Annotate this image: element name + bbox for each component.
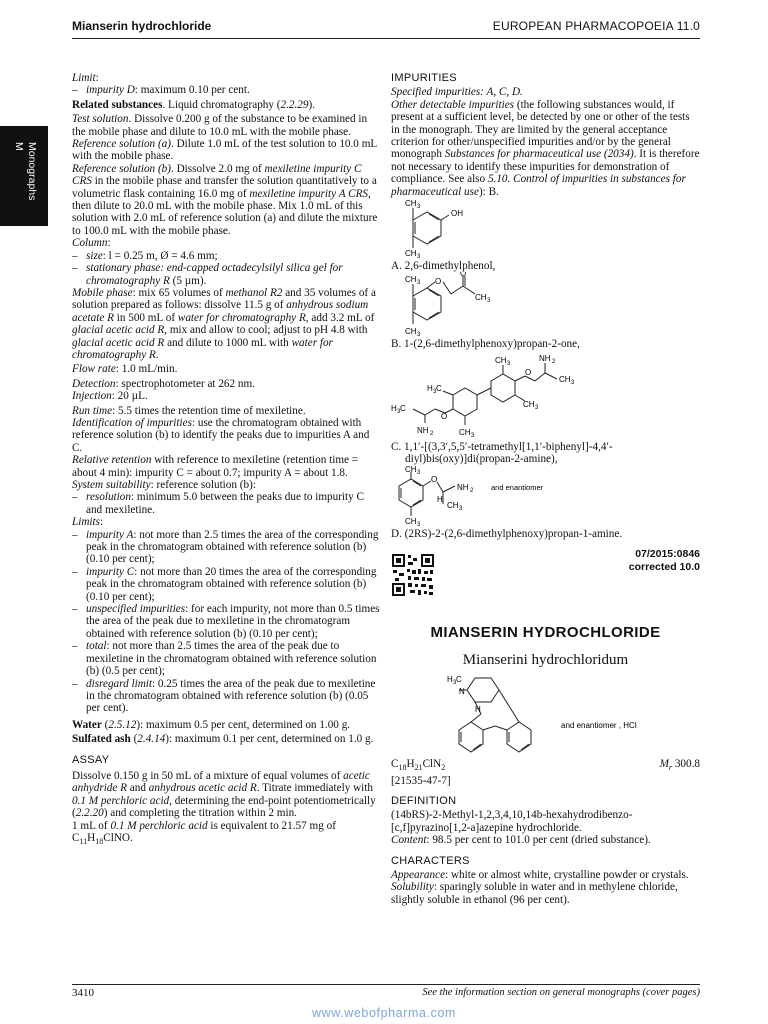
monograph-latin-title: Mianserini hydrochloridum bbox=[462, 651, 629, 668]
svg-text:3: 3 bbox=[459, 505, 463, 512]
svg-text:3: 3 bbox=[417, 204, 421, 211]
watermark-link[interactable]: www.webofpharma.com bbox=[311, 1006, 457, 1020]
svg-text:O: O bbox=[441, 411, 448, 421]
solubility-text: Solubility: sparingly soluble in water and in methylene chloride, slightly soluble in ethanol (96 per cent). bbox=[391, 881, 678, 906]
limit-unspecified: – unspecified impurities: for each impurity, not more than 0.5 times the area of the peak due to mexiletine in the chromatogram obtained with reference solution (b) (0.10 per cent); bbox=[72, 603, 380, 640]
svg-text:CH: CH bbox=[447, 500, 459, 510]
svg-text:H: H bbox=[437, 494, 443, 504]
specified-impurities: Specified impurities: A, C, D. bbox=[391, 86, 523, 99]
svg-text:3: 3 bbox=[487, 298, 491, 305]
characters-heading: CHARACTERS bbox=[391, 854, 470, 867]
limit-impurity-c: – impurity C: not more than 20 times the area of the corresponding peak in the chromatogram obtained with reference solution (b) (0.10 per cent); bbox=[72, 565, 377, 603]
svg-text:3: 3 bbox=[535, 404, 539, 411]
other-detectable-impurities: Other detectable impurities (the following substances would, if present at a sufficient level, be detected by one or other of the tests in the monograph. They are limited by the general acceptance criterion for other/unspecified impurities and/or by the general monograph Substances for pharmaceutical use (2034). It is therefore not necessary to identify these impurities for demonstration of compliance. See also 5.10. Control of impurities in substances for pharmaceutical use): B. bbox=[391, 98, 700, 198]
svg-text:3: 3 bbox=[397, 408, 401, 415]
svg-text:CH: CH bbox=[405, 516, 417, 526]
svg-text:3: 3 bbox=[471, 432, 475, 439]
assay-heading: ASSAY bbox=[72, 753, 110, 766]
molecular-formula: $C_{18}H_{21}ClN_2$ bbox=[391, 757, 446, 773]
svg-text:2: 2 bbox=[470, 487, 474, 494]
svg-text:3: 3 bbox=[417, 254, 421, 261]
svg-text:C: C bbox=[436, 383, 442, 393]
impurity-a-name: A. 2,6-dimethylphenol, bbox=[391, 260, 496, 273]
limit-item: – impurity D: maximum 0.10 per cent. bbox=[72, 84, 250, 97]
side-tab bbox=[0, 126, 48, 226]
svg-text:3: 3 bbox=[571, 379, 575, 386]
svg-text:H: H bbox=[475, 704, 481, 714]
injection: Injection: 20 µL. bbox=[72, 390, 148, 403]
assay-equivalence: 1 mL of 0.1 M perchloric acid is equivalent to 21.57 mg of $C_{11}H_{18}ClNO$. bbox=[72, 819, 336, 847]
svg-text:CH: CH bbox=[405, 465, 417, 474]
mianserin-structure-label: and enantiomer , HCl bbox=[561, 720, 637, 730]
svg-text:CH: CH bbox=[559, 374, 571, 384]
limit-impurity-a: – impurity A: not more than 2.5 times the area of the corresponding peak in the chromatogram obtained with reference solution (b) (0.10 per cent); bbox=[72, 528, 379, 566]
svg-text:CH: CH bbox=[523, 399, 535, 409]
svg-text:CH: CH bbox=[495, 355, 507, 365]
monograph-correction: corrected 10.0 bbox=[628, 560, 700, 573]
definition-text: (14bRS)-2-Methyl-1,2,3,4,10,14b-hexahydrodibenzo-[c,f]pyrazino[1,2-a]azepine hydrochloride. bbox=[391, 809, 633, 834]
impurity-b-name: B. 1-(2,6-dimethylphenoxy)propan-2-one, bbox=[391, 338, 580, 351]
footer-note: See the information section on general monographs (cover pages) bbox=[422, 987, 700, 998]
svg-text:3: 3 bbox=[417, 332, 421, 339]
svg-text:H: H bbox=[391, 403, 397, 413]
column-size: – size: l = 0.25 m, Ø = 4.6 mm; bbox=[72, 249, 218, 262]
svg-text:3: 3 bbox=[433, 388, 437, 395]
svg-text:CH: CH bbox=[475, 293, 487, 303]
reference-solution-a: Reference solution (a). Dilute 1.0 mL of the test solution to 10.0 mL with the mobile phase. bbox=[72, 138, 377, 163]
detection: Detection: spectrophotometer at 262 nm. bbox=[72, 377, 255, 390]
limit-total: – total: not more than 2.5 times the area of the peak due to mexiletine in the chromatogram obtained with reference solution (b) (0.5 per cent); bbox=[72, 640, 377, 678]
monograph-title: MIANSERIN HYDROCHLORIDE bbox=[430, 624, 661, 642]
svg-text:3: 3 bbox=[417, 280, 421, 287]
header-rule bbox=[72, 38, 700, 39]
related-substances: Related substances. Liquid chromatography (2.2.29). bbox=[72, 98, 315, 111]
limit-label: Limit bbox=[72, 72, 96, 84]
svg-text:2: 2 bbox=[430, 430, 434, 437]
appearance-text: Appearance: white or almost white, crystalline powder or crystals. bbox=[391, 868, 689, 881]
svg-text:H: H bbox=[447, 674, 453, 684]
svg-text:O: O bbox=[525, 367, 532, 377]
mobile-phase: Mobile phase: mix 65 volumes of methanol R2 and 35 volumes of a solution prepared as follows: dissolve 11.5 g of anhydrous sodium acetate R in 500 mL of water for chromatography R, add 3.2 mL of glacial acetic acid R, mix and allow to cool; adjust to pH 4.8 with glacial acetic acid R and dilute to 1000 mL with water for chromatography R. bbox=[72, 286, 376, 361]
svg-text:N: N bbox=[459, 686, 465, 696]
footer-rule bbox=[72, 984, 700, 985]
reference-solution-b: Reference solution (b). Dissolve 2.0 mg of mexiletine impurity C CRS in the mobile phase and transfer the solution quantitatively to a volumetric flask containing 16.0 mg of mexiletine impurity A CRS, then dilute to 20.0 mL with the mobile phase. Mix 1.0 mL of this solution with 2.0 mL of reference solution (a) and dilute the mixture to 100.0 mL with the mobile phase. bbox=[72, 162, 378, 237]
left-column: Limit: – impurity D: maximum 0.10 per cent. Related substances. Liquid chromatography (2.2.29). Test solution. Dissolve 0.200 g of the substance to be examined in the mobile phase and dilute to 10.0 mL with the mobile phase. Reference solution (a). Dilute 1.0 mL of the test solution to 10.0 mL with the mobile phase. Reference solution (b). Dissolve 2.0 mg of mexiletine impurity C CRS in the mobile phase and transfer the solution quantitatively to a volumetric flask containing 16.0 mg of mexiletine impurity A CRS, then dilute to 20.0 mL with the mobile phase. Mix 1.0 mL of this solution with 2.0 mL of reference solution (a) and dilute the mixture to 100.0 mL with the mobile phase. Column: – size: l = 0.25 m, Ø = 4.6 mm; – stationary phase: end-capped octadecylsilyl silica gel for chromatography R (5 µm). Mobile phase: mix 65 volumes of methanol R2 and 35 volumes of a solution prepared as follows: dissolve 11.5 g of anhydrous sodium acetate R in 500 mL of water for chromatography R, add 3.2 mL of glacial acetic acid R, mix and allow to cool; adjust to pH 4.8 with glacial acetic acid R and dilute to 1000 mL with water for chromatography R. Flow rate: 1.0 mL/min. Detection: spectrophotometer at 262 nm. Injection: 20 µL. Run time: 5.5 times the retention time of mexiletine. Identification of impurities: use the chromatogram obtained with reference solution (b) to identify the peaks due to impurities A and C. Relative retention with reference to mexiletine (retention time = about 4 min): impurity C = about 0.7; impurity A = about 1.8. System suitability: reference solution (b): – resolution: minimum 5.0 between the peaks due to impurity C and mexiletine. Limits: – impurity A: not more than 2.5 times the area of the corresponding peak in the chromatogram obtained with reference solution (b) (0.10 per cent); – impurity C: not more than 20 times the area of the corresponding peak in the chromatogram obtained with reference solution (b) (0.10 per cent); – unspecified impurities: for each impurity, not more than 0.5 times the area of the peak due to mexiletine in the chromatogram obtained with reference solution (b) (0.10 per cent); – total: not more than 2.5 times the area of the peak due to mexiletine in the chromatogram obtained with reference solution (b) (0.5 per cent); – disregard limit: 0.25 times the area of the peak due to mexiletine in the chromatogram obtained with reference solution (b) (0.05 per cent). Water (2.5.12): maximum 0.5 per cent, determined on 1.00 g. Sulfated ash (2.4.14): maximum 0.1 per cent, determined on 1.0 g. ASSAY Dissolve 0.150 g in 50 mL of a mixture of equal volumes of acetic anhydride R and anhydrous acetic acid R. Titrate immediately with 0.1 M perchloric acid, determining the end-point potentiometrically (2.2.20) and completing the titration within 2 min. 1 mL of 0.1 M perchloric acid is equivalent to 21.57 mg of $C_{11}H_{18}ClNO$. bbox=[72, 72, 382, 849]
svg-text:OH: OH bbox=[451, 209, 463, 219]
svg-text:CH: CH bbox=[405, 199, 417, 209]
impurity-c-name: C. 1,1′-[(3,3′,5,5′-tetramethyl[1,1′-biphenyl]-4,4′-diyl)bis(oxy)]di(propan-2-amine), bbox=[391, 440, 613, 466]
svg-text:NH: NH bbox=[417, 425, 429, 435]
formula-row bbox=[391, 758, 700, 775]
run-time: Run time: 5.5 times the retention time of mexiletine. bbox=[72, 404, 306, 417]
cas-number: [21535-47-7] bbox=[391, 774, 451, 787]
svg-text:3: 3 bbox=[417, 521, 421, 528]
svg-text:2: 2 bbox=[552, 358, 556, 365]
identification-of-impurities: Identification of impurities: use the chromatogram obtained with reference solution (b) to identify the peaks due to impurities A and C. bbox=[72, 416, 370, 454]
content-text: Content: 98.5 per cent to 101.0 per cent (dried substance). bbox=[391, 834, 651, 847]
svg-text:O: O bbox=[431, 474, 438, 484]
sulfated-ash-test: Sulfated ash (2.4.14): maximum 0.1 per cent, determined on 1.0 g. bbox=[72, 733, 374, 746]
resolution-item: – resolution: minimum 5.0 between the peaks due to impurity C and mexiletine. bbox=[72, 491, 365, 516]
impurity-a-structure bbox=[391, 198, 511, 260]
column-label: Column: bbox=[72, 237, 111, 250]
svg-text:O: O bbox=[460, 272, 467, 279]
svg-text:C: C bbox=[400, 403, 406, 413]
relative-molecular-mass: $M_r$ 300.8 bbox=[659, 757, 700, 773]
assay-text: Dissolve 0.150 g in 50 mL of a mixture of equal volumes of acetic anhydride R and anhydrous acetic acid R. Titrate immediately with 0.1 M perchloric acid, determining the end-point potentiometrically (2.2.20) and completing the titration within 2 min. bbox=[72, 769, 376, 820]
svg-text:3: 3 bbox=[417, 469, 421, 476]
svg-text:3: 3 bbox=[507, 360, 511, 367]
svg-text:CH: CH bbox=[405, 249, 417, 259]
page-header bbox=[72, 16, 700, 36]
svg-text:and enantiomer: and enantiomer bbox=[491, 482, 544, 492]
limit-disregard: – disregard limit: 0.25 times the area of the peak due to mexiletine in the chromatogram obtained with reference solution (b) (0.05 per cent). bbox=[72, 677, 376, 715]
limits-label: Limits: bbox=[72, 516, 104, 529]
water-test: Water (2.5.12): maximum 0.5 per cent, determined on 1.00 g. bbox=[72, 718, 351, 731]
svg-text:H: H bbox=[427, 383, 433, 393]
page-number: 3410 bbox=[72, 987, 94, 999]
system-suitability: System suitability: reference solution (b): bbox=[72, 479, 256, 491]
svg-text:NH: NH bbox=[457, 482, 469, 492]
test-solution: Test solution. Dissolve 0.200 g of the substance to be examined in the mobile phase and dilute to 10.0 mL with the mobile phase. bbox=[72, 113, 368, 138]
right-column bbox=[391, 72, 700, 906]
impurities-heading: IMPURITIES bbox=[391, 72, 457, 84]
svg-text:CH: CH bbox=[405, 275, 417, 285]
mianserin-structure bbox=[391, 672, 691, 758]
definition-heading: DEFINITION bbox=[391, 794, 457, 807]
header-monograph-name: Mianserin hydrochloride bbox=[72, 19, 212, 33]
monograph-code: 07/2015:0846 bbox=[635, 548, 700, 561]
svg-text:3: 3 bbox=[453, 679, 457, 686]
side-tab-label: Monographs bbox=[26, 142, 38, 201]
svg-text:C: C bbox=[456, 674, 462, 684]
svg-text:O: O bbox=[435, 277, 442, 287]
impurity-d-structure bbox=[391, 466, 591, 528]
relative-retention: Relative retention with reference to mexiletine (retention time = about 4 min): impurity C = about 0.7; impurity A = about 1.8. bbox=[72, 454, 359, 479]
header-pharmacopoeia: EUROPEAN PHARMACOPOEIA 11.0 bbox=[492, 19, 700, 33]
impurity-c-structure bbox=[391, 351, 631, 441]
qr-code-icon[interactable] bbox=[391, 553, 435, 597]
impurity-b-structure bbox=[391, 272, 531, 338]
svg-text:CH: CH bbox=[459, 427, 471, 437]
column-stationary-phase: – stationary phase: end-capped octadecylsilyl silica gel for chromatography R (5 µm). bbox=[72, 262, 343, 287]
svg-text:NH: NH bbox=[539, 353, 551, 363]
flow-rate: Flow rate: 1.0 mL/min. bbox=[72, 363, 178, 376]
side-tab-letter: M bbox=[13, 142, 25, 151]
svg-text:CH: CH bbox=[405, 327, 417, 337]
impurity-d-name: D. (2RS)-2-(2,6-dimethylphenoxy)propan-1-amine. bbox=[391, 527, 623, 540]
